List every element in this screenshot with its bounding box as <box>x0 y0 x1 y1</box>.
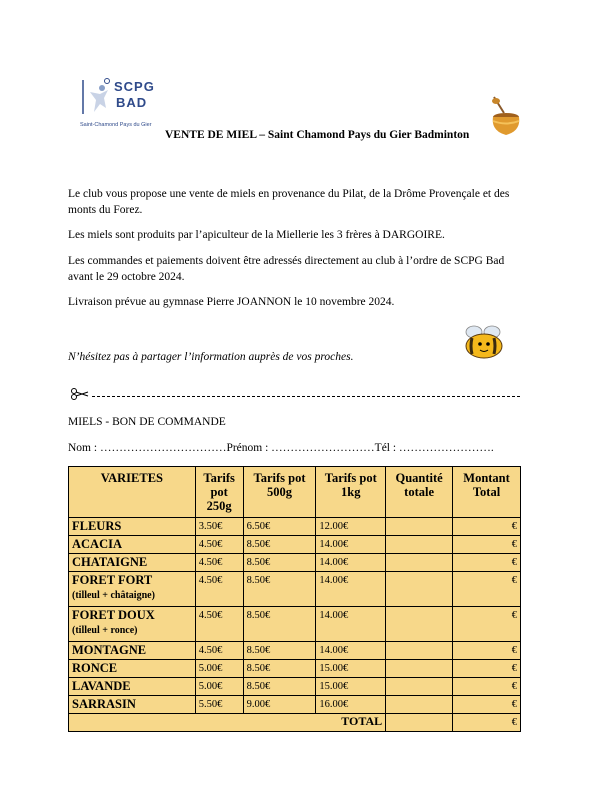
table-row <box>69 607 521 642</box>
price-500g: 9.00€ <box>243 696 316 714</box>
variety-cell <box>69 660 196 678</box>
variety-name: FORET DOUX <box>72 608 155 622</box>
amount-cell[interactable]: € <box>453 607 521 642</box>
header-montant: Montant Total <box>453 467 521 518</box>
quantity-cell[interactable] <box>386 554 453 572</box>
price-500g: 8.50€ <box>243 678 316 696</box>
total-qty-cell[interactable] <box>386 714 453 732</box>
dashed-line <box>92 396 520 397</box>
price-1kg: 14.00€ <box>316 642 386 660</box>
price-1kg: 14.00€ <box>316 536 386 554</box>
price-250g: 3.50€ <box>195 518 243 536</box>
amount-cell[interactable]: € <box>453 642 521 660</box>
club-logo <box>80 78 160 132</box>
price-500g: 8.50€ <box>243 554 316 572</box>
bee-icon <box>460 322 508 362</box>
variety-name: FLEURS <box>72 519 122 533</box>
price-250g: 5.50€ <box>195 696 243 714</box>
table-row <box>69 660 521 678</box>
variety-cell <box>69 642 196 660</box>
quantity-cell[interactable] <box>386 696 453 714</box>
header-quantite: Quantité totale <box>386 467 453 518</box>
price-500g: 8.50€ <box>243 642 316 660</box>
variety-composition: (tilleul + châtaigne) <box>72 590 155 601</box>
price-250g: 4.50€ <box>195 536 243 554</box>
price-1kg: 16.00€ <box>316 696 386 714</box>
amount-cell[interactable]: € <box>453 696 521 714</box>
price-250g: 4.50€ <box>195 554 243 572</box>
amount-cell[interactable]: € <box>453 572 521 607</box>
price-1kg: 14.00€ <box>316 572 386 607</box>
amount-cell[interactable]: € <box>453 678 521 696</box>
header-tarif-1kg: Tarifs pot 1kg <box>316 467 386 518</box>
table-row <box>69 518 521 536</box>
contact-fields[interactable]: Nom : ……………………………Prénom : ………………………Tél : ……………………. <box>68 442 494 454</box>
price-500g: 8.50€ <box>243 572 316 607</box>
share-note: N’hésitez pas à partager l’information auprès de vos proches. <box>68 351 354 363</box>
price-250g: 5.00€ <box>195 660 243 678</box>
total-row <box>69 714 521 732</box>
table-header-row <box>69 467 521 518</box>
quantity-cell[interactable] <box>386 572 453 607</box>
amount-cell[interactable]: € <box>453 518 521 536</box>
badminton-player-icon <box>80 78 112 118</box>
variety-name: FORET FORT <box>72 573 153 587</box>
variety-cell <box>69 536 196 554</box>
price-1kg: 14.00€ <box>316 554 386 572</box>
variety-composition: (tilleul + ronce) <box>72 625 138 636</box>
price-1kg: 15.00€ <box>316 678 386 696</box>
price-500g: 8.50€ <box>243 607 316 642</box>
table-row <box>69 696 521 714</box>
total-label: TOTAL <box>69 714 386 732</box>
quantity-cell[interactable] <box>386 678 453 696</box>
price-1kg: 15.00€ <box>316 660 386 678</box>
intro-paragraph-1: Le club vous propose une vente de miels en provenance du Pilat, de la Drôme Provençale et des monts du Forez. <box>68 188 510 216</box>
total-amount[interactable]: € <box>453 714 521 732</box>
amount-cell[interactable]: € <box>453 536 521 554</box>
intro-paragraph-3: Les commandes et paiements doivent être adressés directement au club à l’ordre de SCPG Bad avant le 29 octobre 2024. <box>68 255 505 283</box>
table-row <box>69 572 521 607</box>
price-250g: 4.50€ <box>195 642 243 660</box>
variety-name: CHATAIGNE <box>72 555 148 569</box>
quantity-cell[interactable] <box>386 607 453 642</box>
variety-name: MONTAGNE <box>72 643 147 657</box>
variety-cell <box>69 518 196 536</box>
quantity-cell[interactable] <box>386 536 453 554</box>
order-table <box>68 466 521 732</box>
logo-line2: BAD <box>116 95 148 110</box>
quantity-cell[interactable] <box>386 660 453 678</box>
honey-pot-icon <box>488 95 524 139</box>
logo-subtitle: Saint-Chamond Pays du Gier <box>80 122 152 128</box>
header-tarif-250g: Tarifs pot 250g <box>195 467 243 518</box>
amount-cell[interactable]: € <box>453 660 521 678</box>
order-form-title: MIELS - BON DE COMMANDE <box>68 416 226 428</box>
intro-paragraph-4: Livraison prévue au gymnase Pierre JOANNON le 10 novembre 2024. <box>68 296 395 308</box>
table-row <box>69 642 521 660</box>
intro-paragraph-2: Les miels sont produits par l’apiculteur de la Miellerie les 3 frères à DARGOIRE. <box>68 229 445 241</box>
price-1kg: 14.00€ <box>316 607 386 642</box>
variety-name: RONCE <box>72 661 118 675</box>
price-500g: 6.50€ <box>243 518 316 536</box>
price-250g: 4.50€ <box>195 607 243 642</box>
variety-cell <box>69 678 196 696</box>
logo-line1: SCPG <box>114 79 155 94</box>
price-500g: 8.50€ <box>243 660 316 678</box>
variety-cell <box>69 554 196 572</box>
variety-name: ACACIA <box>72 537 122 551</box>
variety-cell <box>69 696 196 714</box>
variety-cell <box>69 607 196 642</box>
header-tarif-500g: Tarifs pot 500g <box>243 467 316 518</box>
quantity-cell[interactable] <box>386 518 453 536</box>
scissors-icon <box>70 388 90 400</box>
header-varietes: VARIETES <box>69 467 196 518</box>
variety-name: SARRASIN <box>72 697 136 711</box>
table-row <box>69 678 521 696</box>
amount-cell[interactable]: € <box>453 554 521 572</box>
variety-cell <box>69 572 196 607</box>
table-row <box>69 536 521 554</box>
quantity-cell[interactable] <box>386 642 453 660</box>
variety-name: LAVANDE <box>72 679 131 693</box>
table-row <box>69 554 521 572</box>
page-title: VENTE DE MIEL – Saint Chamond Pays du Gier Badminton <box>165 129 470 141</box>
price-250g: 5.00€ <box>195 678 243 696</box>
cut-line <box>68 392 520 402</box>
price-250g: 4.50€ <box>195 572 243 607</box>
price-500g: 8.50€ <box>243 536 316 554</box>
price-1kg: 12.00€ <box>316 518 386 536</box>
